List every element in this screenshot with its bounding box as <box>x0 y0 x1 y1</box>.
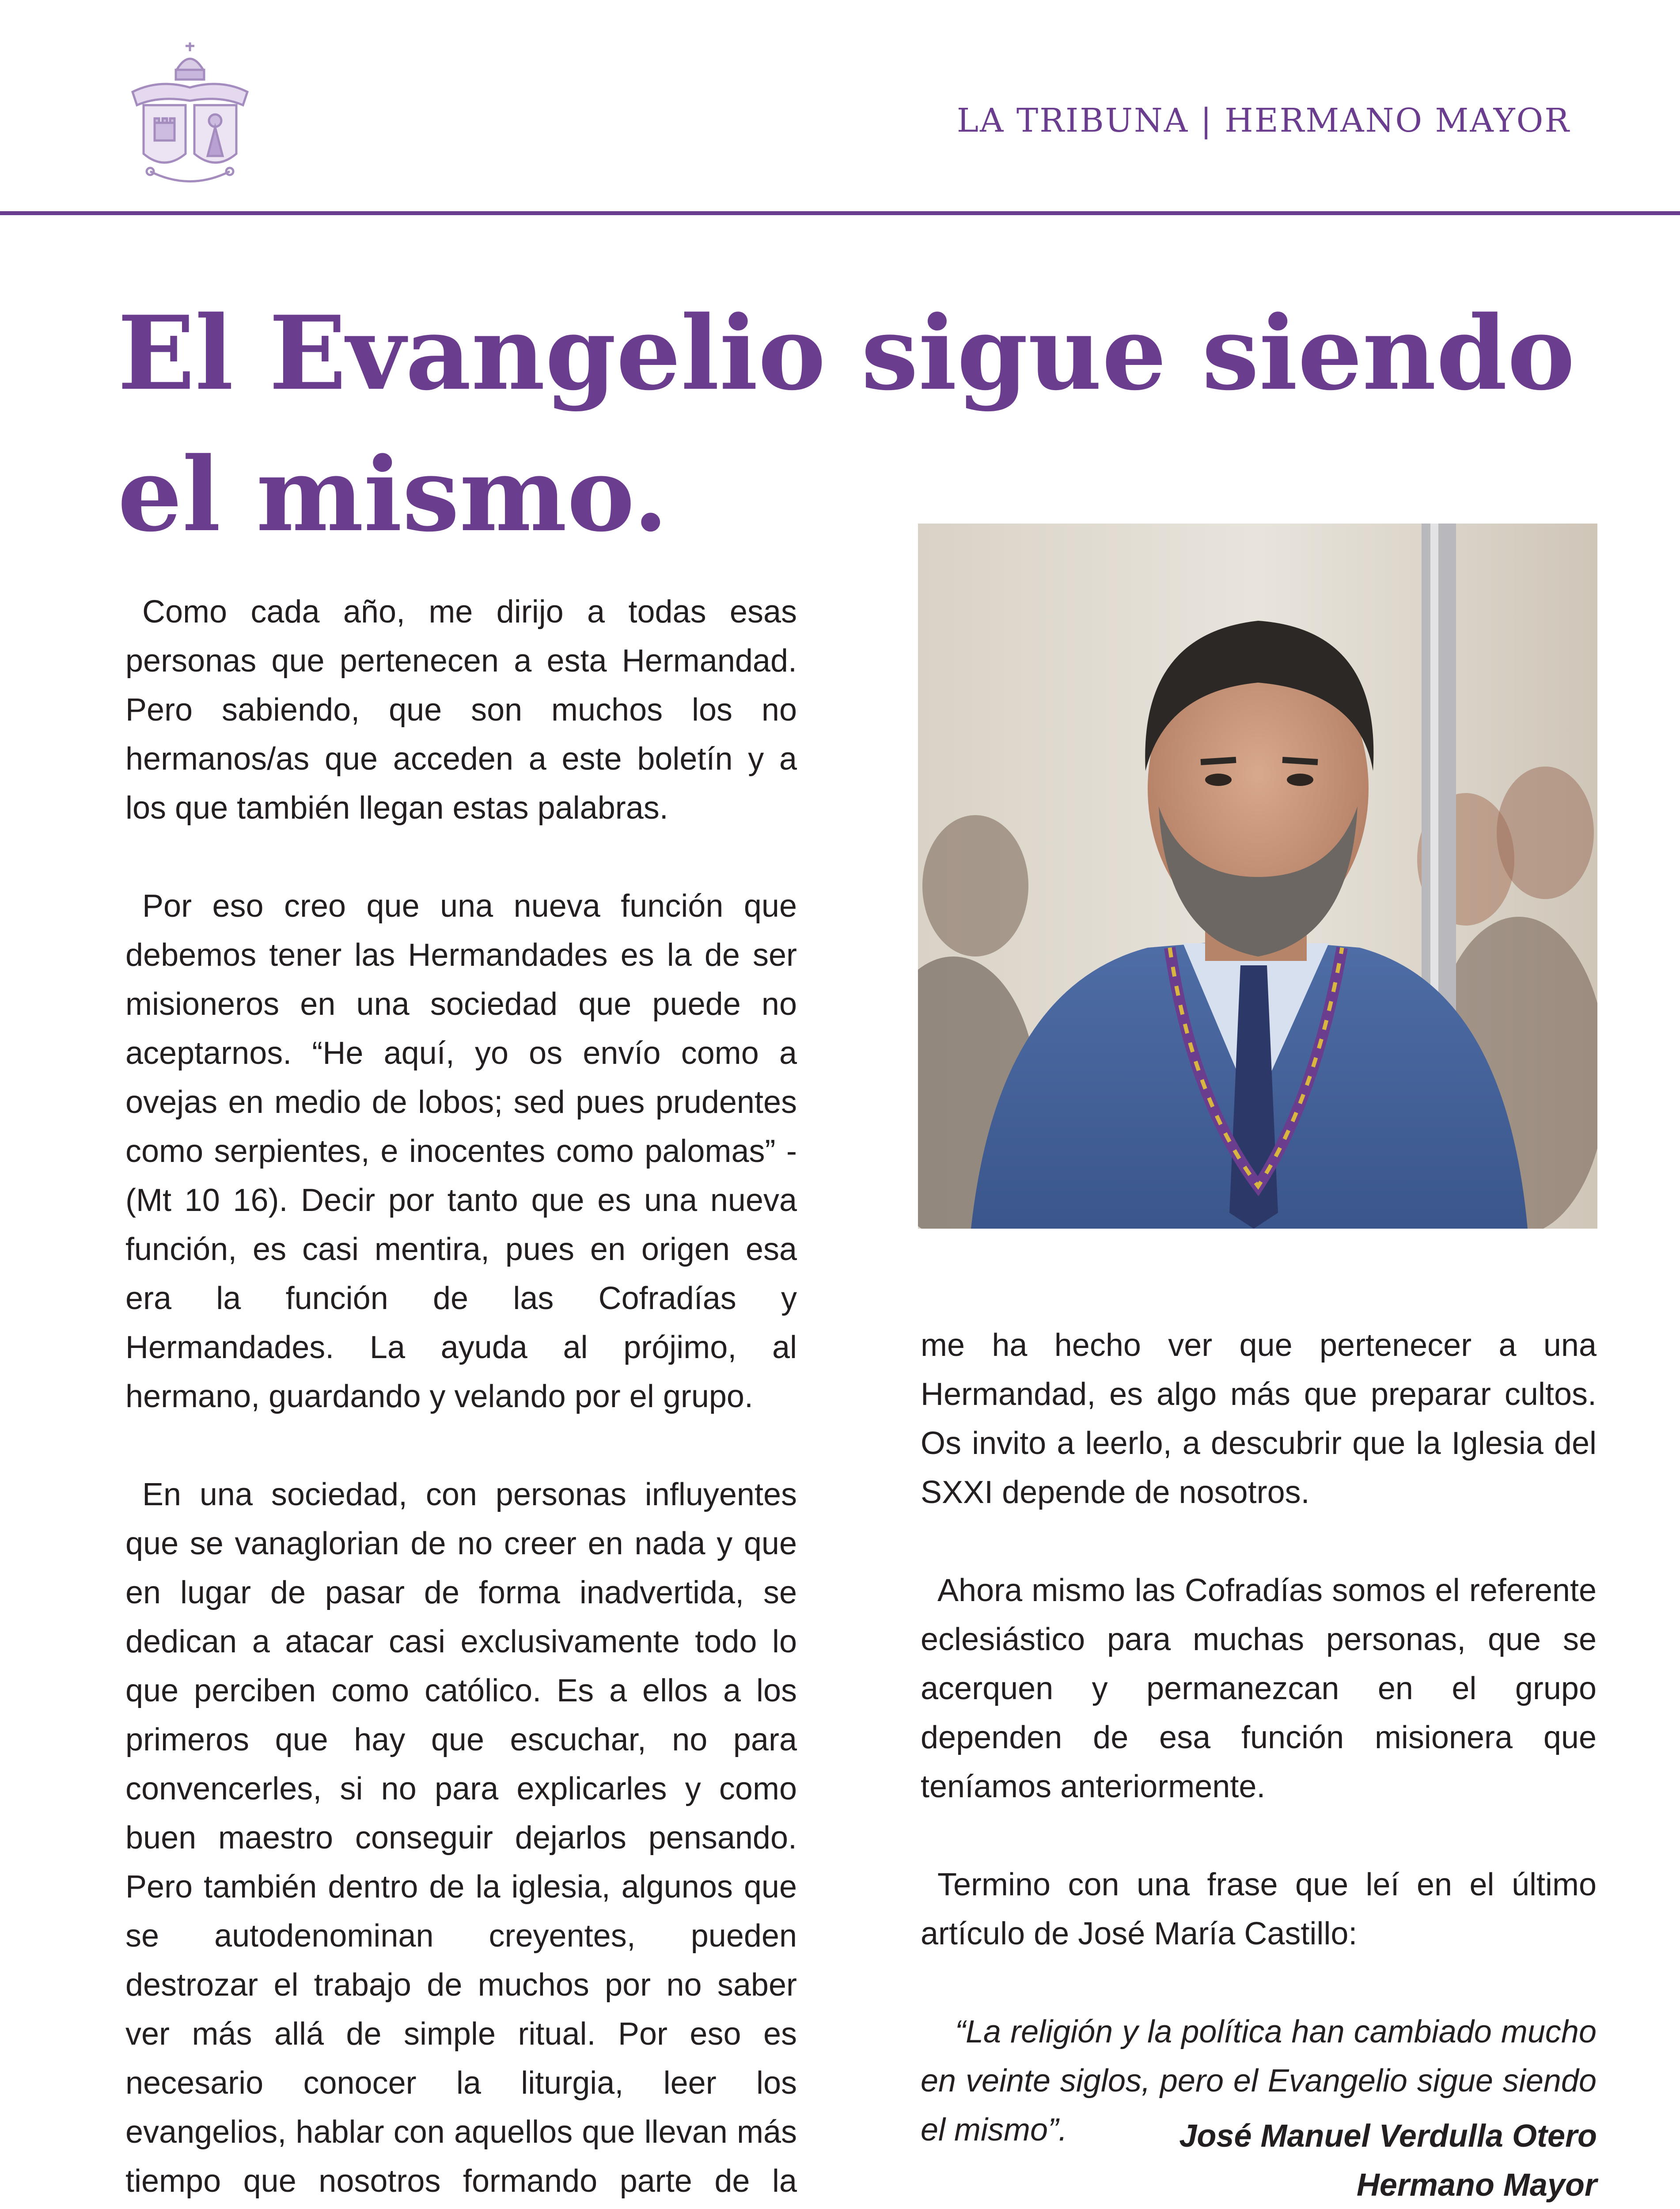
signature-name: José Manuel Verdulla Otero <box>1179 2118 1597 2154</box>
portrait-photo <box>918 524 1597 1229</box>
quote: “La religión y la política han cambiado mucho en veinte siglos, pero el Evangelio sigue siendo el mismo”. <box>921 2014 1597 2148</box>
paragraph: En una sociedad, con personas influyentes que se vanaglorian de no creer en nada y que en lugar de pasar de forma inadvertida, se dedican a atacar casi exclusivamente todo lo que perciben como católico. Es a ellos a los primeros que hay que escuchar, no para convencerles, si no para explicarles y como buen maestro conseguir dejarlos pensando. Pero también dentro de la iglesia, algunos que se autodenominan creyentes, pueden destrozar el trabajo de muchos por no saber ver más allá de simple ritual. Por eso es necesario conocer la liturgia, leer los evangelios, hablar con aquellos que llevan más tiempo que nosotros formando parte de la <box>125 1477 797 2199</box>
paragraph: Como cada año, me dirijo a todas esas personas que pertenecen a esta Hermandad. Pero sabiendo, que son muchos los no hermanos/as que acceden a este boletín y a los que también llegan estas palabras. <box>125 594 797 826</box>
article-title <box>118 283 1575 566</box>
article-left-column <box>125 588 797 2209</box>
title-line-1: El Evangelio sigue siendo <box>118 294 1575 413</box>
paragraph: Ahora mismo las Cofradías somos el referente eclesiástico para muchas personas, que se acerquen y permanezcan en el grupo dependen de esa función misionera que teníamos anteriormente. <box>921 1573 1597 1804</box>
header-divider <box>0 211 1680 215</box>
title-line-2: el mismo. <box>118 435 668 554</box>
signature <box>1179 2112 1597 2209</box>
article-right-column <box>921 1321 1597 2204</box>
paragraph: Por eso creo que una nueva función que debemos tener las Hermandades es la de ser misioneros en una sociedad que puede no aceptarnos. “He aquí, yo os envío como a ovejas en medio de lobos; sed pues prudentes como serpientes, e inocentes como palomas” - (Mt 10 16). Decir por tanto que es una nueva función, es casi mentira, pues en origen esa era la función de las Cofradías y Hermandades. La ayuda al prójimo, al hermano, guardando y velando por el grupo. <box>125 888 797 1414</box>
paragraph: me ha hecho ver que pertenecer a una Hermandad, es algo más que preparar cultos. Os invito a leerlo, a descubrir que la Iglesia del SXXI depende de nosotros. <box>921 1328 1597 1510</box>
coat-of-arms-icon <box>124 39 256 194</box>
section-label: LA TRIBUNA | HERMANO MAYOR <box>956 102 1570 140</box>
signature-role: Hermano Mayor <box>1356 2167 1597 2203</box>
paragraph: Termino con una frase que leí en el último artículo de José María Castillo: <box>921 1867 1597 1951</box>
